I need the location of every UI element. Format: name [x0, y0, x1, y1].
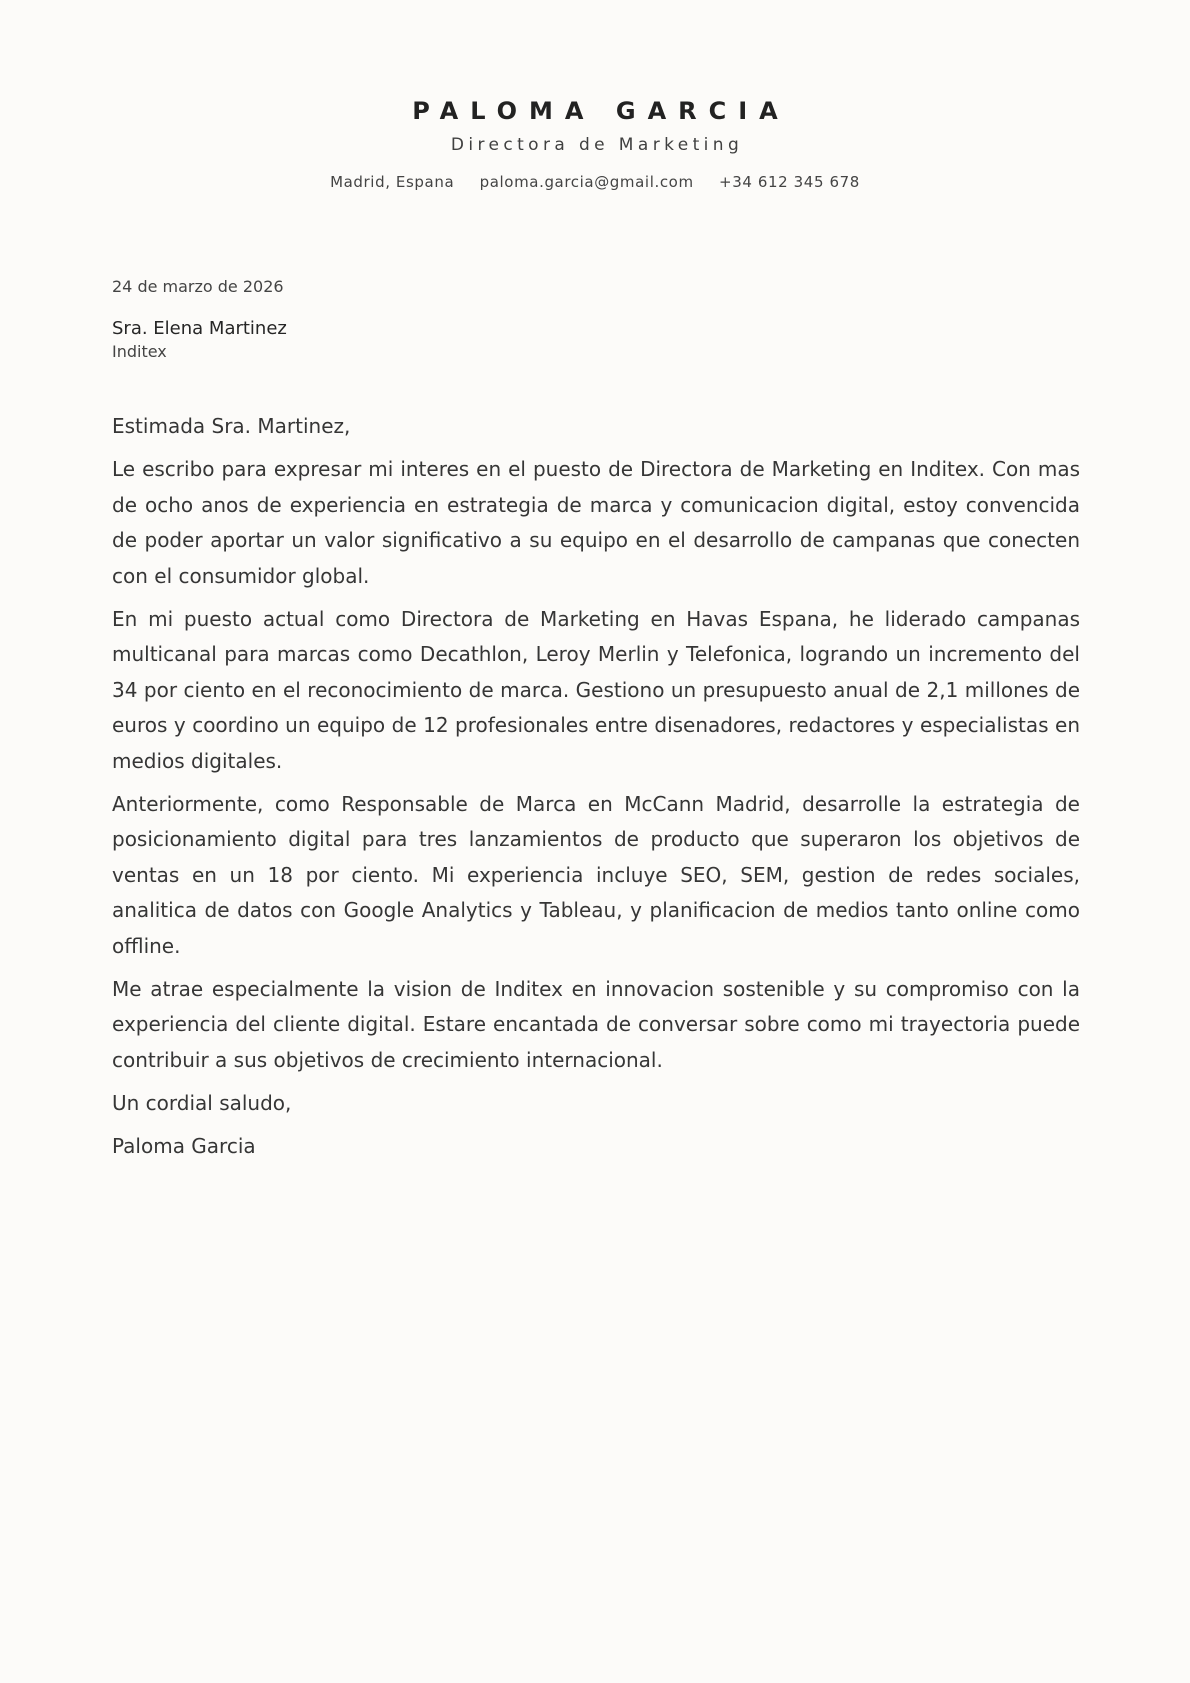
letter-header [0, 96, 1190, 192]
letter-closing: Un cordial saludo, [112, 1090, 292, 1115]
letter-greeting: Estimada Sra. Martinez, [112, 414, 351, 438]
sender-email: paloma.garcia@gmail.com [479, 173, 694, 191]
recipient-name: Sra. Elena Martinez [112, 318, 287, 339]
sender-title: Directora de Marketing [450, 135, 744, 155]
letter-date: 24 de marzo de 2026 [112, 277, 284, 296]
sender-phone: +34 612 345 678 [719, 173, 860, 191]
contact-line [0, 172, 1190, 192]
letter-paragraph: Anteriormente, como Responsable de Marca en McCann Madrid, desarrolle la estrategia de posicionamiento digital para tres lanzamientos de producto que superaron los objetivos de ventas en un 18 por ciento. Mi experiencia incluye SEO, SEM, gestion de redes sociales, analitica de datos con Google Analytics y Tableau, y planificacion de medios tanto online como offline. [112, 791, 1080, 958]
letter-signature: Paloma Garcia [112, 1133, 256, 1158]
letter-content [112, 276, 1080, 1172]
sender-location: Madrid, Espana [330, 173, 455, 191]
sender-name: PALOMA GARCIA [412, 97, 790, 125]
recipient-company: Inditex [112, 342, 167, 361]
letter-paragraph: En mi puesto actual como Directora de Marketing en Havas Espana, he liderado campanas multicanal para marcas como Decathlon, Leroy Merlin y Telefonica, logrando un incremento del 34 por ciento en el reconocimiento de marca. Gestiono un presupuesto anual de 2,1 millones de euros y coordino un equipo de 12 profesionales entre disenadores, redactores y especialistas en medios digitales. [112, 606, 1080, 773]
letter-paragraph: Le escribo para expresar mi interes en el puesto de Directora de Marketing en Inditex. Con mas de ocho anos de experiencia en estrategia de marca y comunicacion digital, estoy convencida de poder aportar un valor significativo a su equipo en el desarrollo de campanas que conecten con el consumidor global. [112, 457, 1080, 588]
letter-paragraph: Me atrae especialmente la vision de Inditex en innovacion sostenible y su compromiso con la experiencia del cliente digital. Estare encantada de conversar sobre como mi trayectoria puede contribuir a sus objetivos de crecimiento internacional. [112, 976, 1080, 1072]
letter-body [112, 409, 1080, 1164]
